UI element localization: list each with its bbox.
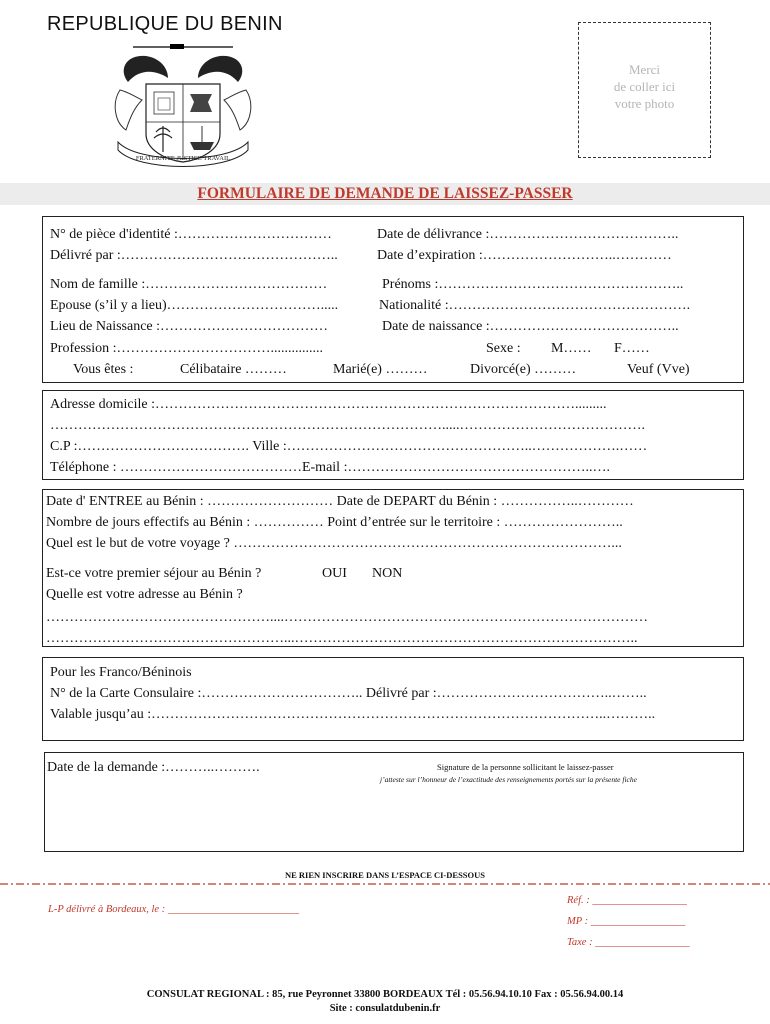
adresse-line-2[interactable]: ………………………………………………………………………….....…………………………………. xyxy=(50,418,645,433)
office-note: NE RIEN INSCRIRE DANS L’ESPACE CI-DESSOUS xyxy=(284,870,486,880)
photo-box xyxy=(578,22,711,158)
signature-label: Signature de la personne sollicitant le laissez-passer xyxy=(437,762,614,772)
adresse-benin-line-1[interactable]: …………………………………………....…………………………………………………………………… xyxy=(46,610,648,625)
form-title: FORMULAIRE DE DEMANDE DE LAISSEZ-PASSER xyxy=(197,185,573,202)
footer-address: CONSULAT REGIONAL : 85, rue Peyronnet 33800 BORDEAUX Tél : 05.56.94.10.10 Fax : 05.56.94.00.14 xyxy=(146,989,624,1000)
piece-field[interactable]: N° de pièce d'identité :…………………………… xyxy=(50,227,332,242)
delivrance-field[interactable]: Date de délivrance :………………………………….. xyxy=(377,227,679,242)
taxe-field[interactable]: Taxe : __________________ xyxy=(567,937,690,948)
entree-depart-field[interactable]: Date d' ENTREE au Bénin : ……………………… Date de DEPART du Bénin : ……………..………… xyxy=(46,494,634,509)
epouse-field[interactable]: Epouse (s’il y a lieu)……………………………..... xyxy=(50,298,339,313)
cp-ville-field[interactable]: C.P :………………………………. Ville :……………………………………………..……………….…… xyxy=(50,439,648,454)
dash-dot-separator xyxy=(0,881,770,887)
vous-etes-label: Vous êtes : xyxy=(73,362,134,377)
attestation-text: j’atteste sur l’honneur de l’exactitude des renseignements portés sur la présente fiche xyxy=(380,775,637,784)
but-voyage-field[interactable]: Quel est le but de votre voyage ? ………………………………………………………………………... xyxy=(46,536,622,551)
lieu-naissance-field[interactable]: Lieu de Naissance :……………………………… xyxy=(50,319,329,334)
non-option[interactable]: NON xyxy=(372,566,403,581)
profession-field[interactable]: Profession :……………………………............... xyxy=(50,341,323,356)
ref-field[interactable]: Réf. : __________________ xyxy=(567,895,687,906)
prenoms-field[interactable]: Prénoms :…………………………………………….. xyxy=(382,277,684,292)
photo-line-3: votre photo xyxy=(614,96,675,111)
divorce-option[interactable]: Divorcé(e) ……… xyxy=(470,362,577,377)
coat-of-arms-icon xyxy=(108,42,258,170)
adresse-domicile-field[interactable]: Adresse domicile :………………………………………………………………………………......... xyxy=(50,397,607,412)
adresse-benin-line-2[interactable]: ……………………………………………...……………………………………………………………….. xyxy=(46,631,638,646)
valable-field[interactable]: Valable jusqu’au :……………………………………………………………………………………..……….. xyxy=(50,707,656,722)
marie-option[interactable]: Marié(e) ……… xyxy=(333,362,428,377)
mp-field[interactable]: MP : __________________ xyxy=(567,916,686,927)
celibataire-option[interactable]: Célibataire ……… xyxy=(180,362,287,377)
veuf-option[interactable]: Veuf (Vve) xyxy=(627,362,690,377)
oui-option[interactable]: OUI xyxy=(322,566,347,581)
sexe-f-option[interactable]: F…… xyxy=(614,341,650,356)
premier-sejour-label: Est-ce votre premier séjour au Bénin ? xyxy=(46,566,262,581)
expiration-field[interactable]: Date d’expiration :………………………..………… xyxy=(377,248,672,263)
photo-line-2: de coller ici xyxy=(613,79,676,94)
jours-point-entree-field[interactable]: Nombre de jours effectifs au Bénin : …………… Point d’entrée sur le territoire : …………………….. xyxy=(46,515,623,530)
franco-beninois-label: Pour les Franco/Béninois xyxy=(50,665,192,680)
telephone-email-field[interactable]: Téléphone : …………………………………E-mail :……………………………………………..…. xyxy=(50,460,610,475)
carte-consulaire-field[interactable]: N° de la Carte Consulaire :…………………………….. Délivré par :………………………………..…….. xyxy=(50,686,647,701)
delivre-par-field[interactable]: Délivré par :……………………………………….. xyxy=(50,248,338,263)
date-demande-field[interactable]: Date de la demande :………..………. xyxy=(47,760,260,775)
date-naissance-field[interactable]: Date de naissance :………………………………….. xyxy=(382,319,679,334)
adresse-benin-label: Quelle est votre adresse au Bénin ? xyxy=(46,587,243,602)
emblem-motto: FRATERNITE JUSTICE TRAVAIL xyxy=(135,155,231,162)
signature-area[interactable] xyxy=(380,790,735,848)
country-title: REPUBLIQUE DU BENIN xyxy=(47,13,283,35)
nom-field[interactable]: Nom de famille :………………………………… xyxy=(50,277,328,292)
nationalite-field[interactable]: Nationalité :……………………………………………. xyxy=(379,298,691,313)
photo-line-1: Merci xyxy=(628,62,661,77)
sexe-m-option[interactable]: M…… xyxy=(551,341,592,356)
footer-site[interactable]: Site : consulatdubenin.fr xyxy=(329,1003,441,1014)
lp-delivre-field[interactable]: L-P délivré à Bordeaux, le : _________________________ xyxy=(48,904,300,915)
sexe-label: Sexe : xyxy=(486,341,521,356)
